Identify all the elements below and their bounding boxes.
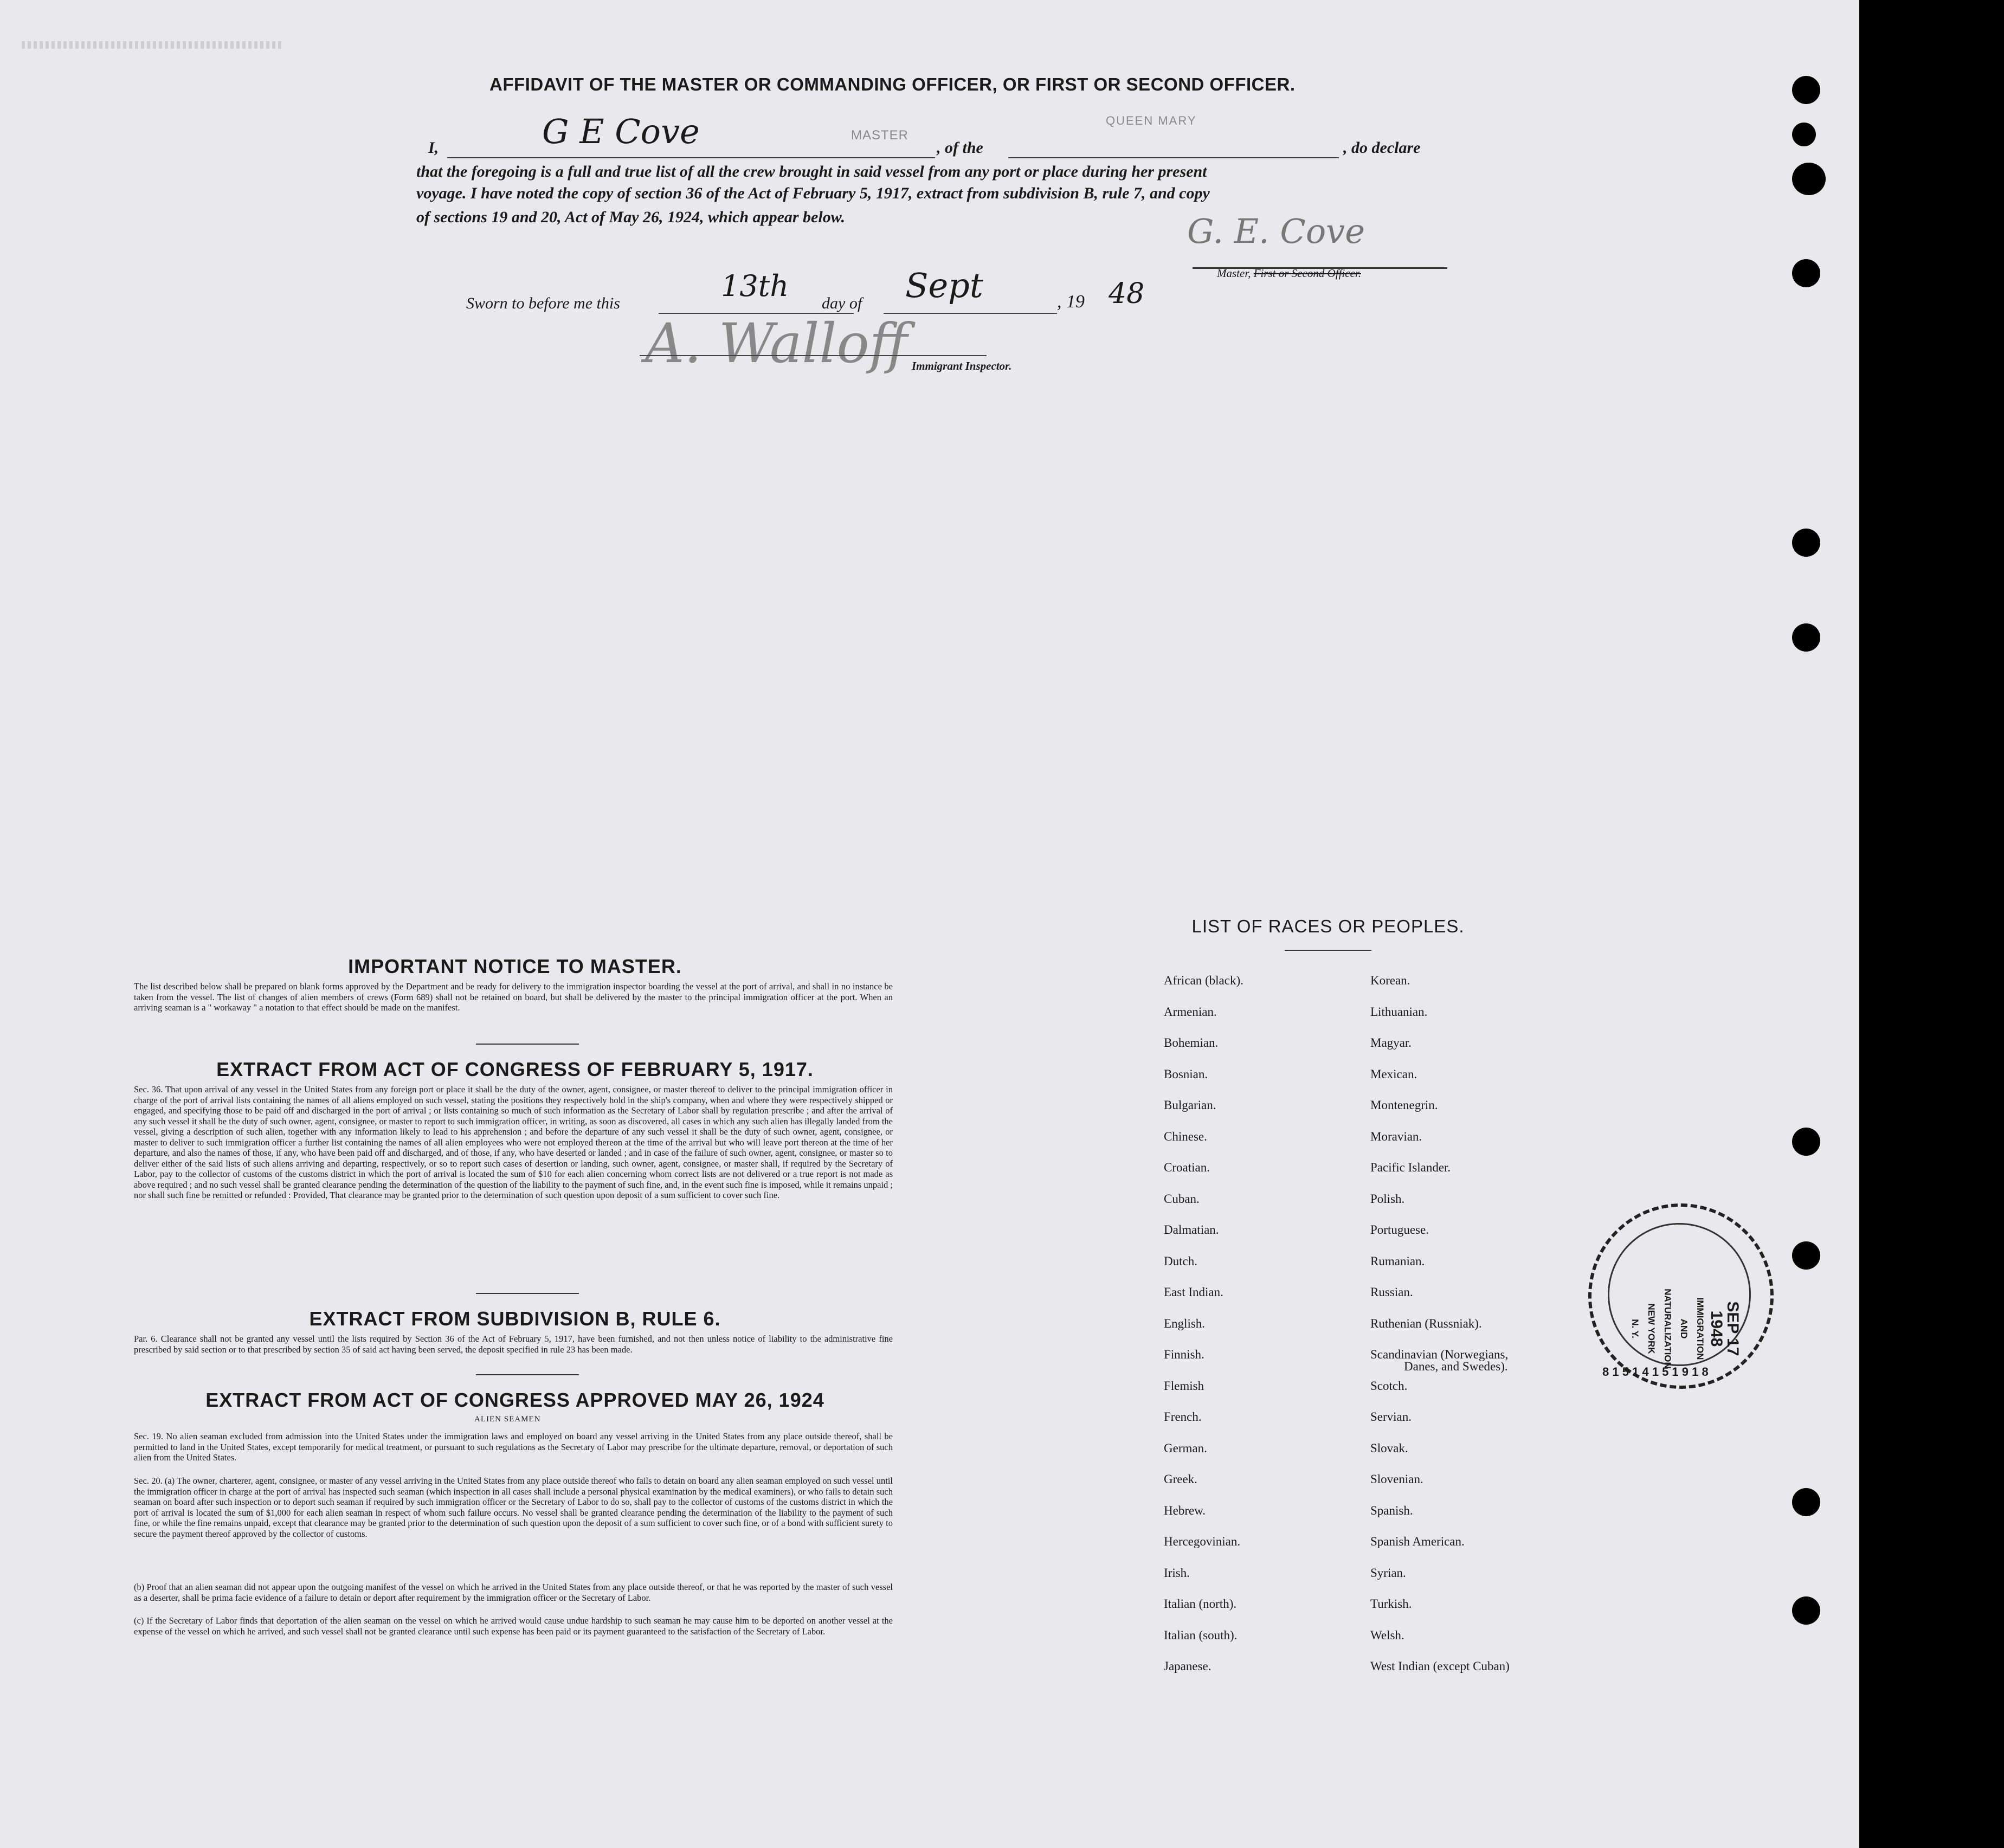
vessel-line xyxy=(1008,157,1339,158)
race-item: Spanish. xyxy=(1370,1503,1413,1517)
race-item: Welsh. xyxy=(1370,1628,1404,1642)
signature-caption xyxy=(1217,267,1361,280)
affidavit-body-line-3: of sections 19 and 20, Act of May 26, 1924, which appear below. xyxy=(416,208,846,226)
race-item: Russian. xyxy=(1370,1285,1413,1299)
stamp-line-4: NEW YORK xyxy=(1646,1303,1657,1354)
name-line xyxy=(447,157,935,158)
race-item: Dalmatian. xyxy=(1164,1223,1219,1237)
race-item: Spanish American. xyxy=(1370,1535,1465,1548)
stamp-line-3: NATURALIZATION xyxy=(1663,1289,1673,1369)
master-name-handwritten: G E Cove xyxy=(542,112,700,151)
race-item: Slovenian. xyxy=(1370,1472,1423,1486)
act-1924-title: EXTRACT FROM ACT OF CONGRESS APPROVED MAY 26, 1924 xyxy=(205,1389,824,1411)
punch-hole xyxy=(1792,123,1816,146)
race-item: English. xyxy=(1164,1316,1206,1330)
act-1917-title: EXTRACT FROM ACT OF CONGRESS OF FEBRUARY 5, 1917. xyxy=(216,1058,814,1080)
race-item: Armenian. xyxy=(1164,1005,1217,1019)
punch-hole xyxy=(1792,1128,1820,1156)
sworn-label: Sworn to before me this xyxy=(466,294,620,312)
race-item: Bulgarian. xyxy=(1164,1098,1216,1112)
stamp-ring-digits: 8 1 5 1 4 1 5 1 9 1 8 xyxy=(1602,1365,1709,1379)
races-title-underline xyxy=(1285,950,1371,951)
inspector-caption: Immigrant Inspector. xyxy=(912,359,1012,372)
stamp-date: SEP 17 1948 xyxy=(1707,1301,1742,1356)
race-item: Italian (north). xyxy=(1164,1597,1237,1611)
act-1924-subtitle: ALIEN SEAMEN xyxy=(474,1415,541,1424)
race-item: Dutch. xyxy=(1164,1254,1197,1268)
punch-hole xyxy=(1792,76,1820,104)
race-item: Flemish xyxy=(1164,1379,1204,1393)
signature-caption-struck: First or Second Officer. xyxy=(1253,267,1361,280)
i-label: I, xyxy=(428,139,439,157)
sworn-year-handwritten: 48 xyxy=(1109,278,1145,310)
race-item: Croatian. xyxy=(1164,1161,1210,1174)
subdivision-b-text: Par. 6. Clearance shall not be granted any vessel until the lists required by Section 36 of the Act of February 5, 1917, have been furnished, and not then unless notice of liability to the administrative fine prescribed by said section or to that prescribed by section 35 of said act having been served, the deposit specified in rule 23 has been made. xyxy=(134,1334,893,1355)
race-item: Pacific Islander. xyxy=(1370,1161,1451,1174)
notice-text: The list described below shall be prepared on blank forms approved by the Department and be ready for delivery to the immigration inspector boarding the vessel at the port of arrival, and shall in no instance be taken from the vessel. The list of changes of alien members of crews (Form 689) shall not be retained on board, but shall be delivered by the master to the principal immigration officer at the port. When an arriving seaman is a " workaway " a notation to that effect should be made on the manifest. xyxy=(134,981,893,1013)
sworn-day-handwritten: 13th xyxy=(721,269,789,303)
races-title: LIST OF RACES OR PEOPLES. xyxy=(1191,916,1465,936)
race-item: Moravian. xyxy=(1370,1129,1422,1143)
punch-hole xyxy=(1792,529,1820,557)
race-item: Portuguese. xyxy=(1370,1223,1429,1237)
affidavit-title: AFFIDAVIT OF THE MASTER OR COMMANDING OFFICER, OR FIRST OR SECOND OFFICER. xyxy=(489,74,1296,94)
race-item: Italian (south). xyxy=(1164,1628,1238,1642)
punch-hole xyxy=(1792,623,1820,652)
race-item: Syrian. xyxy=(1370,1566,1406,1580)
race-item: Bosnian. xyxy=(1164,1067,1208,1081)
punch-hole xyxy=(1792,1596,1820,1625)
punch-hole xyxy=(1792,1241,1820,1270)
race-item: Irish. xyxy=(1164,1566,1190,1580)
master-signature: G. E. Cove xyxy=(1187,211,1365,251)
race-item: Servian. xyxy=(1370,1410,1412,1424)
rank-typed: MASTER xyxy=(851,128,909,143)
race-continuation: Danes, and Swedes). xyxy=(1404,1360,1508,1373)
subdivision-b-title: EXTRACT FROM SUBDIVISION B, RULE 6. xyxy=(309,1308,721,1330)
film-edge-strip xyxy=(22,41,282,49)
stamp-line-2: IMMIGRATION AND xyxy=(1679,1297,1705,1360)
inspector-signature: A. Walloff xyxy=(645,312,908,375)
race-item: French. xyxy=(1164,1410,1202,1424)
race-item: East Indian. xyxy=(1164,1285,1223,1299)
affidavit-body-line-2: voyage. I have noted the copy of section 36 of the Act of February 5, 1917, extract from subdivision B, rule 7, and copy xyxy=(416,184,1210,202)
race-item: Scotch. xyxy=(1370,1379,1408,1393)
inspector-line xyxy=(640,355,987,356)
of-the-label: , of the xyxy=(937,139,983,157)
race-item: Greek. xyxy=(1164,1472,1197,1486)
punch-hole xyxy=(1792,163,1826,195)
year-prefix: , 19 xyxy=(1057,292,1085,312)
notice-title: IMPORTANT NOTICE TO MASTER. xyxy=(348,955,682,977)
day-of-label: day of xyxy=(822,294,862,312)
race-item: Scandinavian (Norwegians, xyxy=(1370,1348,1509,1361)
affidavit-body-line-1: that the foregoing is a full and true list of all the crew brought in said vessel from any port or place during her present xyxy=(416,163,1207,181)
act-1924-sec19: Sec. 19. No alien seaman excluded from admission into the United States under the immigration laws and employed on board any vessel arriving in the United States from any place outside thereof, shall be permitted to land in the United States, except temporarily for medical treatment, or pursuant to such regulations as the Secretary of Labor may prescribe for the ultimate departure, removal, or deportation of such alien from the United States. xyxy=(134,1431,893,1463)
race-item: Montenegrin. xyxy=(1370,1098,1438,1112)
race-item: Ruthenian (Russniak). xyxy=(1370,1316,1482,1330)
punch-hole xyxy=(1792,1488,1820,1516)
race-item: Finnish. xyxy=(1164,1348,1204,1361)
race-item: Lithuanian. xyxy=(1370,1005,1428,1019)
act-1917-text: Sec. 36. That upon arrival of any vessel in the United States from any foreign port or place it shall be the duty of the owner, agent, consignee, or master thereof to deliver to the principal immigration officer in charge of the port of arrival lists containing the names of all aliens employed on such vessel, stating the positions they respectively hold in the ship's company, when and where they were respectively shipped or engaged, and specifying those to be paid off and discharged in the port of arrival ; or lists containing so much of such information as the Secretary of Labor shall by regulation prescribe ; and after the arrival of any such vessel it shall be the duty of such owner, agent, consignee, or master to report to such immigration officer, in writing, as soon as discovered, all cases in which any such alien has illegally landed from the vessel, giving a description of such alien, together with any information likely to lead to his apprehension ; and before the departure of any such vessel it shall be the duty of such owner, agent, consignee, or master to deliver to such immigration officer a further list containing the names of all alien employees who were not employed thereon at the time of the arrival but who will leave port thereon at the time of her departure, and also the names of those, if any, who have been paid off and discharged, and of those, if any, who have deserted or landed ; and in case of the failure of such owner, agent, consignee, or master so to deliver either of the said lists of such aliens arriving and departing, respectively, or so to report such cases of desertion or landing, such owner, agent, consignee, or master shall, if required by the Secretary of Labor, pay to the collector of customs of the customs district in which the port of arrival is located the sum of $10 for each alien concerning whom correct lists are not delivered or a true report is not made as above required ; and no such vessel shall be granted clearance pending the determination of the question of the liability to the payment of such fine, and, in the event such fine is imposed, while it remains unpaid ; nor shall such fine be remitted or refunded : Provided, That clearance may be granted prior to the determination of such question upon deposit of a sum sufficient to cover such fine. xyxy=(134,1084,893,1200)
race-item: Chinese. xyxy=(1164,1129,1207,1143)
signature-caption-master: Master, xyxy=(1217,267,1251,280)
section-divider xyxy=(476,1293,579,1294)
section-divider xyxy=(476,1044,579,1045)
race-item: African (black). xyxy=(1164,974,1243,987)
race-item: Cuban. xyxy=(1164,1192,1200,1206)
race-item: Slovak. xyxy=(1370,1441,1408,1455)
race-item: West Indian (except Cuban) xyxy=(1370,1659,1510,1673)
act-1924-sec20a: Sec. 20. (a) The owner, charterer, agent, consignee, or master of any vessel arriving in the United States from any place outside thereof who fails to detain on board any alien seaman employed on such vessel until the immigration officer in charge at the port of arrival has inspected such seaman (which inspection in all cases shall include a personal physical examination by the medical examiners), or who fails to detain such seaman on board after such inspection or to deport such seaman if required by such immigration officer or the Secretary of Labor to do so, shall pay to the collector of customs of the customs district in which the port of arrival is located the sum of $1,000 for each alien seaman in respect of whom such failure occurs. No vessel shall be granted clearance pending the determination of the liability to the payment of such fine, or while the fine remains unpaid, except that clearance may be granted prior to the determination of such question upon the deposit of a sum sufficient to cover such fine, or of a bond with sufficient surety to secure the payment thereof approved by the collector of customs. xyxy=(134,1476,893,1539)
section-divider xyxy=(476,1374,579,1375)
race-item: Hebrew. xyxy=(1164,1503,1206,1517)
sworn-month-handwritten: Sept xyxy=(905,266,983,305)
race-item: Mexican. xyxy=(1370,1067,1417,1081)
sworn-month-line xyxy=(884,313,1057,314)
race-item: Magyar. xyxy=(1370,1036,1412,1049)
act-1924-sec20c: (c) If the Secretary of Labor finds that deportation of the alien seaman on the vessel on which he arrived would cause undue hardship to such seaman he may cause him to be deported on another vessel at the expense of the vessel on which he arrived, and such vessel shall not be granted clearance until such expense has been paid or its payment guaranteed to the satisfaction of the Secretary of Labor. xyxy=(134,1615,893,1637)
do-declare-label: , do declare xyxy=(1343,139,1421,157)
race-item: Polish. xyxy=(1370,1192,1405,1206)
vessel-name-typed: QUEEN MARY xyxy=(1106,114,1197,127)
race-item: German. xyxy=(1164,1441,1207,1455)
race-item: Korean. xyxy=(1370,974,1410,987)
race-item: Japanese. xyxy=(1164,1659,1212,1673)
race-item: Hercegovinian. xyxy=(1164,1535,1241,1548)
stamp-line-5: N. Y. xyxy=(1630,1319,1640,1338)
punch-hole xyxy=(1792,259,1820,287)
race-item: Bohemian. xyxy=(1164,1036,1219,1049)
race-item: Turkish. xyxy=(1370,1597,1412,1611)
race-item: Rumanian. xyxy=(1370,1254,1425,1268)
inspection-date-stamp xyxy=(1588,1203,1774,1389)
act-1924-sec20b: (b) Proof that an alien seaman did not appear upon the outgoing manifest of the vessel on which he arrived in the United States from any place outside thereof, or that he was reported by the master of such vessel as a deserter, shall be prima facie evidence of a failure to detain or deport after requirement by the immigration officer or the Secretary of Labor. xyxy=(134,1582,893,1603)
stamp-text xyxy=(1627,1288,1741,1369)
